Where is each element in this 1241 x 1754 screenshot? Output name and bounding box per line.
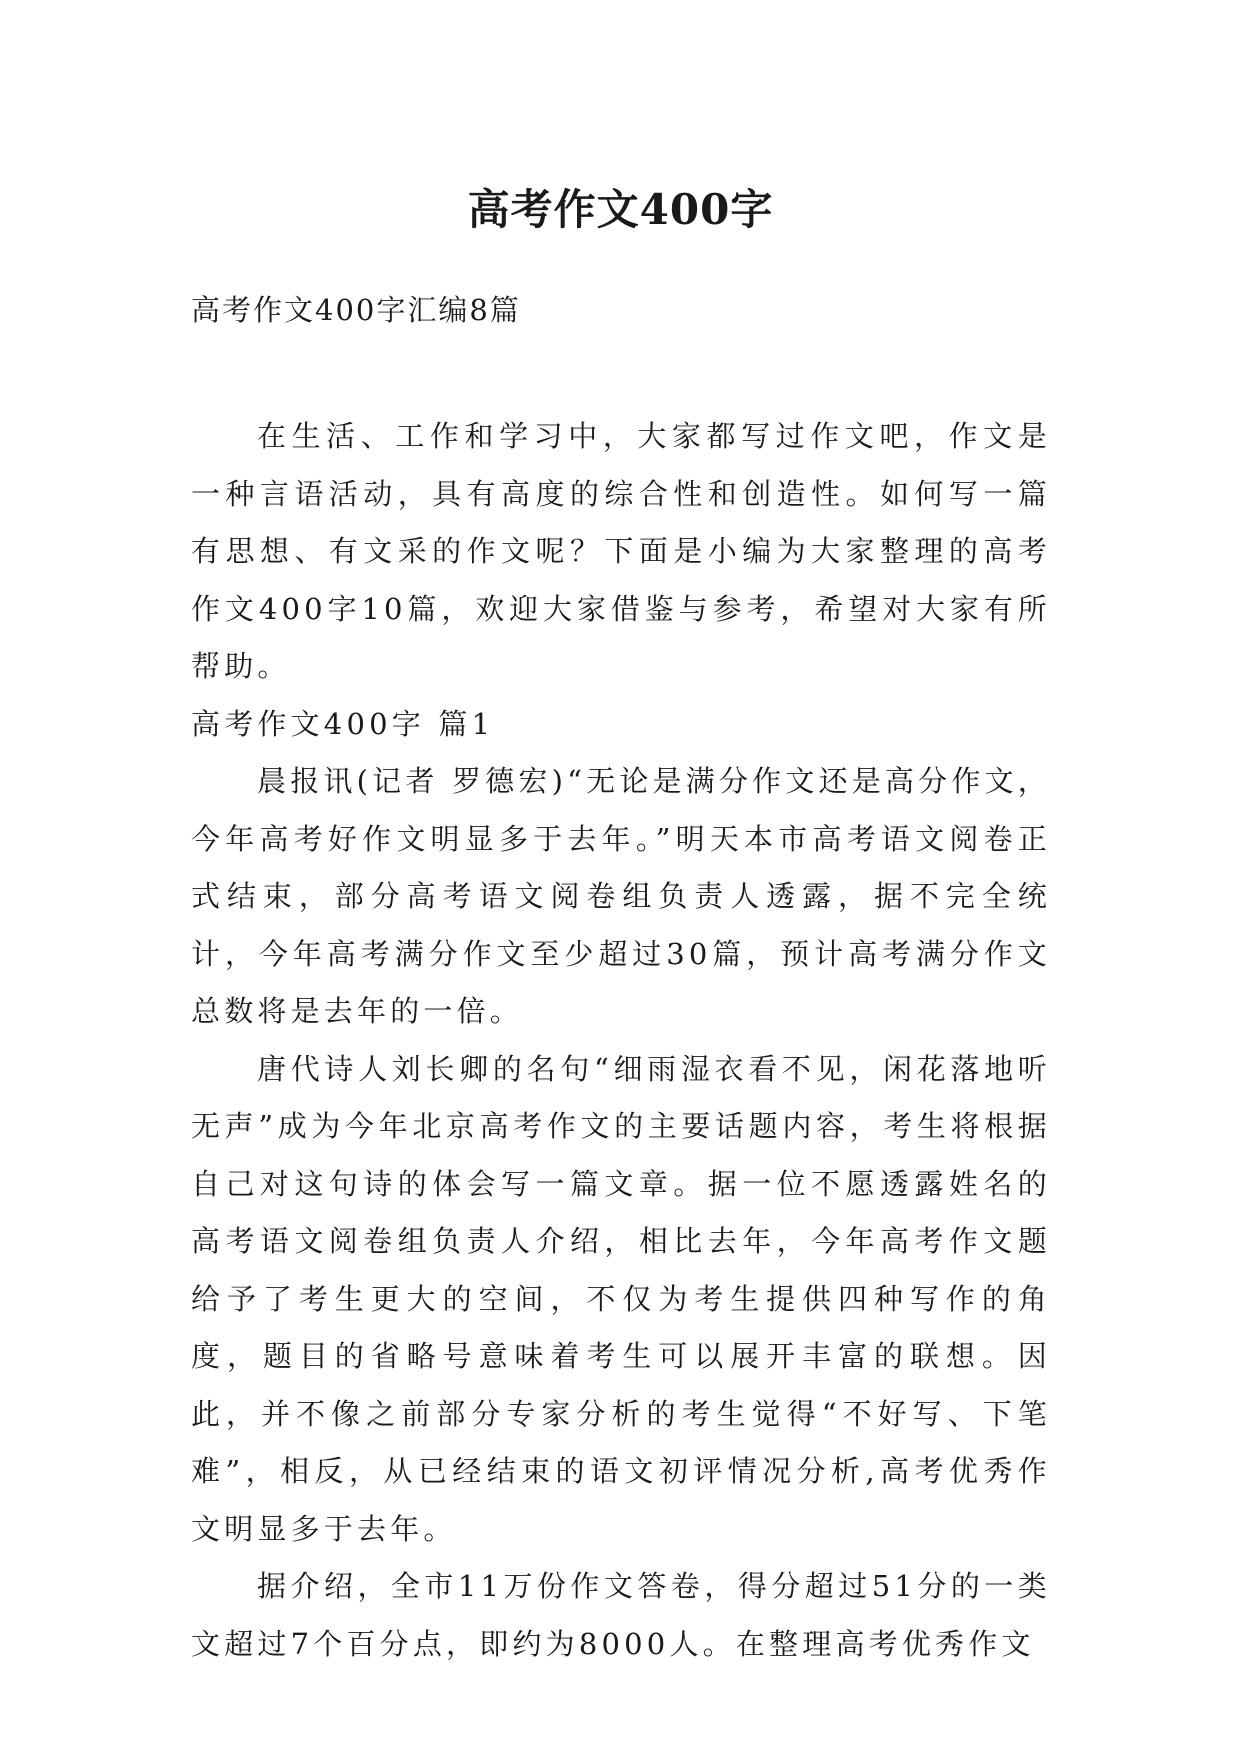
document-subtitle: 高考作文400字汇编8篇 <box>191 293 521 327</box>
body-paragraph: 据介绍，全市11万份作文答卷，得分超过51分的一类文超过7个百分点，即约为8000人。在整理高考优秀作文 <box>191 1569 1051 1661</box>
section-heading: 高考作文400字 篇1 <box>191 706 495 741</box>
body-paragraph: 晨报讯(记者 罗德宏)“无论是满分作文还是高分作文，今年高考好作文明显多于去年。”明天本市高考语文阅卷正式结束，部分高考语文阅卷组负责人透露，据不完全统计，今年高考满分作文至少超过30篇，预计高考满分作文总数将是去年的一倍。 <box>191 764 1051 1028</box>
document-title: 高考作文400字 <box>467 185 774 235</box>
document-body <box>191 408 1051 1673</box>
intro-paragraph: 在生活、工作和学习中，大家都写过作文吧，作文是一种言语活动，具有高度的综合性和创造性。如何写一篇有思想、有文采的作文呢？下面是小编为大家整理的高考作文400字10篇，欢迎大家借鉴与参考，希望对大家有所帮助。 <box>191 419 1051 683</box>
body-paragraph: 唐代诗人刘长卿的名句“细雨湿衣看不见，闲花落地听无声”成为今年北京高考作文的主要话题内容，考生将根据自己对这句诗的体会写一篇文章。据一位不愿透露姓名的高考语文阅卷组负责人介绍，相比去年，今年高考作文题给予了考生更大的空间，不仅为考生提供四种写作的角度，题目的省略号意味着考生可以展开丰富的联想。因此，并不像之前部分专家分析的考生觉得“不好写、下笔难”，相反，从已经结束的语文初评情况分析,高考优秀作文明显多于去年。 <box>191 1051 1051 1546</box>
